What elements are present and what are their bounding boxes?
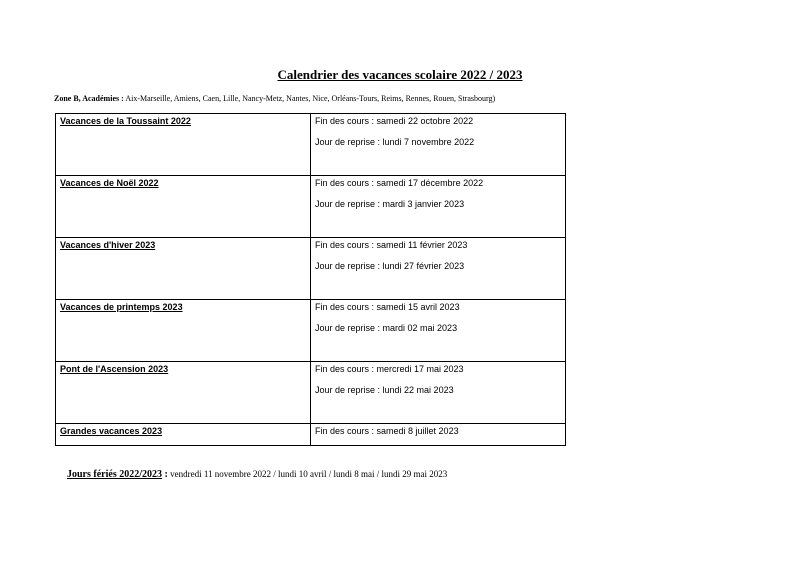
zone-label: Zone B, Académies : bbox=[54, 94, 124, 103]
resume-date: Jour de reprise : mardi 02 mai 2023 bbox=[315, 323, 458, 333]
period-name: Vacances de printemps 2023 bbox=[56, 300, 311, 362]
end-of-classes: Fin des cours : samedi 8 juillet 2023 bbox=[315, 426, 459, 436]
period-dates bbox=[311, 424, 566, 446]
period-name: Pont de l'Ascension 2023 bbox=[56, 362, 311, 424]
document-title: Calendrier des vacances scolaire 2022 / 2023 bbox=[277, 67, 523, 82]
public-holidays-list: vendredi 11 novembre 2022 / lundi 10 avril / lundi 8 mai / lundi 29 mai 2023 bbox=[167, 469, 448, 479]
table-row bbox=[56, 114, 566, 176]
period-dates bbox=[311, 362, 566, 424]
resume-date: Jour de reprise : lundi 22 mai 2023 bbox=[315, 385, 454, 395]
table-row bbox=[56, 362, 566, 424]
zone-line bbox=[54, 94, 495, 103]
public-holidays-colon: : bbox=[162, 469, 168, 480]
table-row bbox=[56, 176, 566, 238]
resume-date: Jour de reprise : lundi 7 novembre 2022 bbox=[315, 137, 475, 147]
end-of-classes: Fin des cours : mercredi 17 mai 2023 bbox=[315, 364, 464, 374]
period-dates bbox=[311, 300, 566, 362]
public-holidays-label: Jours fériés 2022/2023 bbox=[67, 469, 162, 480]
resume-date: Jour de reprise : lundi 27 février 2023 bbox=[315, 261, 465, 271]
period-name: Grandes vacances 2023 bbox=[56, 424, 311, 446]
period-name: Vacances d'hiver 2023 bbox=[56, 238, 311, 300]
end-of-classes: Fin des cours : samedi 11 février 2023 bbox=[315, 240, 468, 250]
end-of-classes: Fin des cours : samedi 15 avril 2023 bbox=[315, 302, 460, 312]
end-of-classes: Fin des cours : samedi 22 octobre 2022 bbox=[315, 116, 474, 126]
table-row bbox=[56, 424, 566, 446]
table-row bbox=[56, 238, 566, 300]
resume-date: Jour de reprise : mardi 3 janvier 2023 bbox=[315, 199, 465, 209]
period-name: Vacances de Noël 2022 bbox=[56, 176, 311, 238]
vacation-calendar-table bbox=[55, 113, 566, 446]
table-row bbox=[56, 300, 566, 362]
end-of-classes: Fin des cours : samedi 17 décembre 2022 bbox=[315, 178, 484, 188]
period-name: Vacances de la Toussaint 2022 bbox=[56, 114, 311, 176]
public-holidays-line bbox=[67, 469, 447, 480]
zone-academies-list: Aix-Marseille, Amiens, Caen, Lille, Nancy-Metz, Nantes, Nice, Orléans-Tours, Reims, Rennes, Rouen, Strasbourg) bbox=[123, 94, 496, 103]
period-dates bbox=[311, 238, 566, 300]
period-dates bbox=[311, 176, 566, 238]
period-dates bbox=[311, 114, 566, 176]
